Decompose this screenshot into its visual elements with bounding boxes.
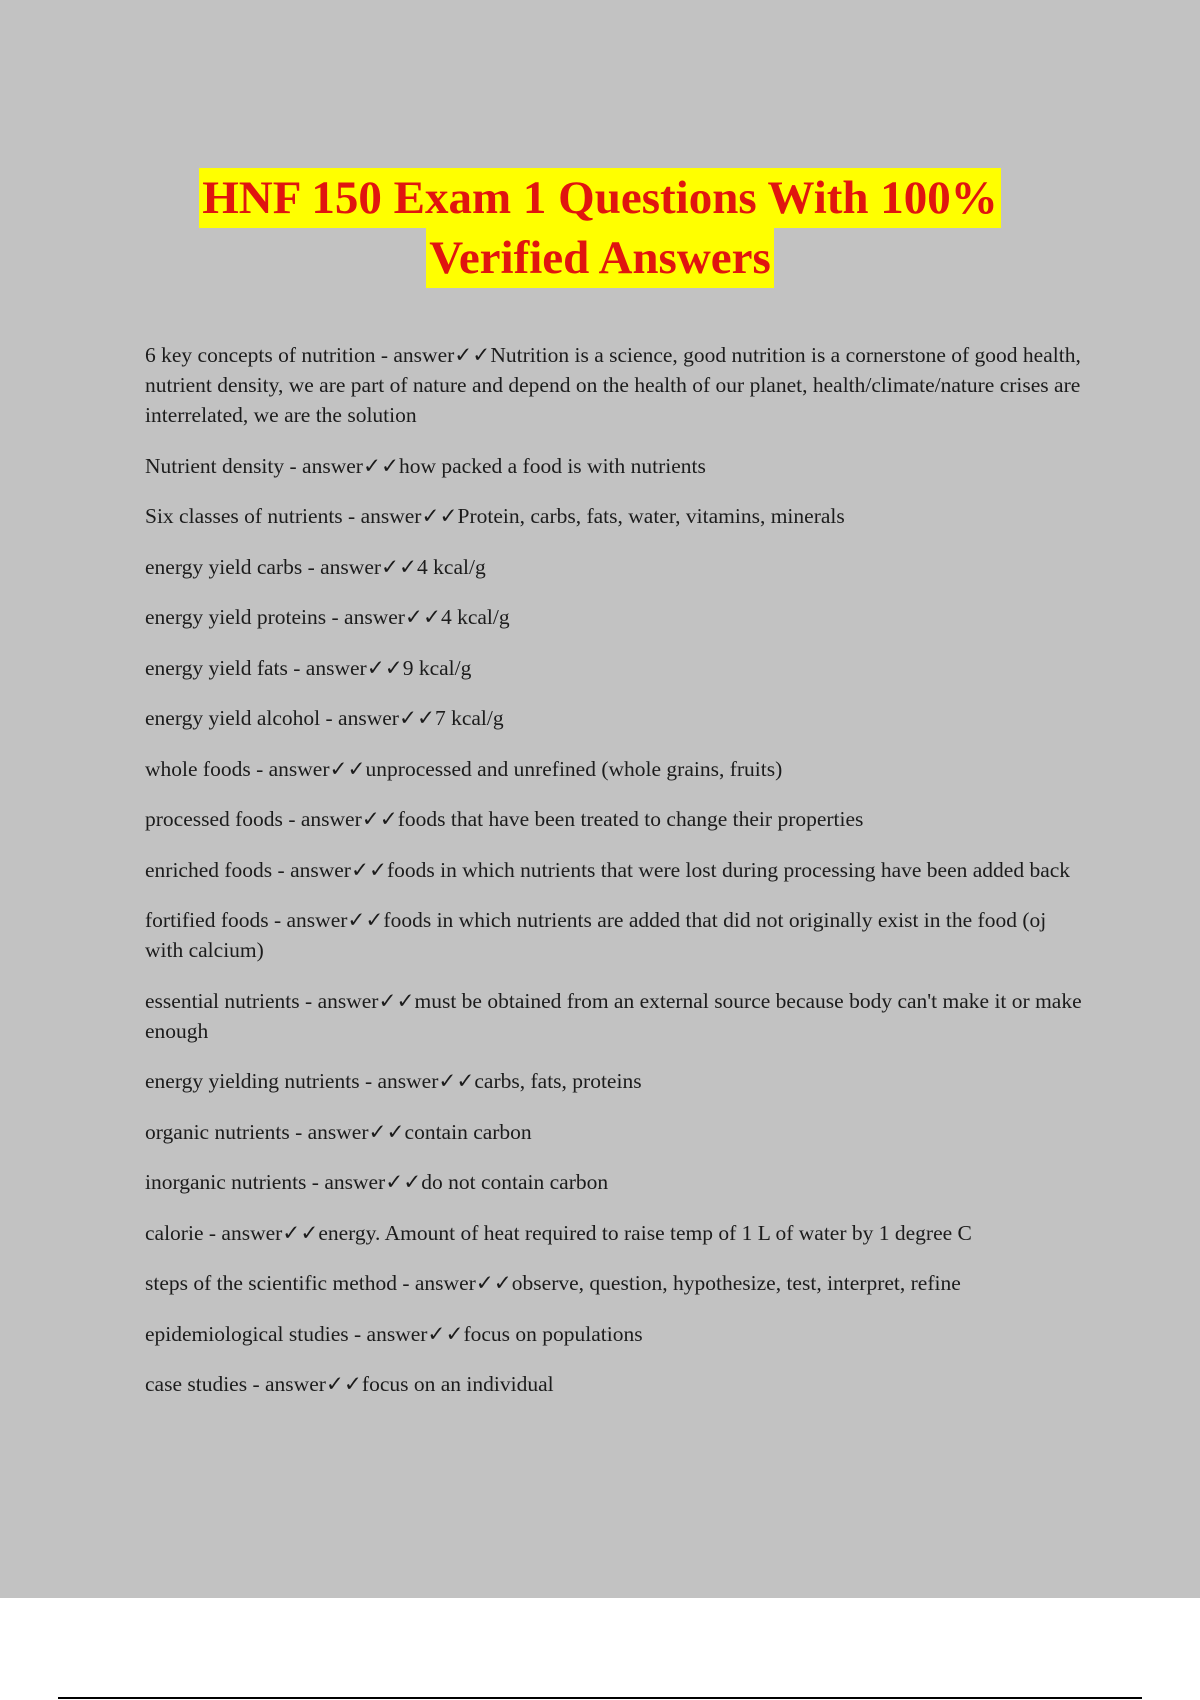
qa-item <box>145 855 1085 885</box>
qa-separator: - answer✓✓ <box>306 1170 422 1194</box>
qa-item <box>145 986 1085 1046</box>
qa-term: energy yielding nutrients <box>145 1069 360 1093</box>
qa-item <box>145 703 1085 733</box>
qa-term: enriched foods <box>145 857 273 882</box>
qa-answer: foods in which nutrients that were lost during processing have been added back <box>387 857 1071 882</box>
qa-item <box>145 552 1085 582</box>
qa-item <box>145 340 1085 430</box>
qa-term: Six classes of nutrients <box>145 504 343 528</box>
qa-item <box>145 1066 1085 1096</box>
qa-term: 6 key concepts of nutrition <box>145 343 376 367</box>
qa-separator: - answer✓✓ <box>375 343 491 367</box>
qa-answer: must be obtained from an external source because body can't make it or make enough <box>145 988 1082 1043</box>
qa-answer: foods in which nutrients are added that did not originally exist in the food (oj with calcium) <box>145 908 1047 962</box>
qa-answer: carbs, fats, proteins <box>474 1069 642 1093</box>
qa-separator: - answer✓✓ <box>284 453 399 478</box>
qa-separator: - answer✓✓ <box>342 504 458 528</box>
qa-separator: - answer✓✓ <box>203 1220 319 1245</box>
qa-item <box>145 1369 1085 1399</box>
qa-answer: contain carbon <box>404 1119 532 1144</box>
qa-separator: - answer✓✓ <box>359 1069 475 1093</box>
qa-separator: - answer✓✓ <box>272 857 387 882</box>
qa-answer: how packed a food is with nutrients <box>398 453 706 478</box>
qa-term: essential nutrients <box>145 988 300 1013</box>
qa-separator: - answer✓✓ <box>348 1321 464 1346</box>
qa-separator: - answer✓✓ <box>287 655 403 680</box>
qa-item <box>145 754 1085 784</box>
qa-item <box>145 1319 1085 1349</box>
qa-term: fortified foods <box>145 908 269 932</box>
qa-term: energy yield fats <box>145 655 288 680</box>
qa-answer: 9 kcal/g <box>402 655 472 680</box>
qa-item <box>145 653 1085 683</box>
qa-item <box>145 501 1085 531</box>
qa-item <box>145 1218 1085 1248</box>
title-line-2: Verified Answers <box>426 228 774 288</box>
qa-separator: - answer✓✓ <box>250 756 366 781</box>
qa-separator: - answer✓✓ <box>299 988 415 1013</box>
qa-answer: 4 kcal/g <box>440 605 510 629</box>
qa-item <box>145 804 1085 834</box>
footer-rule <box>58 1697 1142 1699</box>
qa-term: energy yield proteins <box>145 605 327 629</box>
qa-item <box>145 1268 1085 1298</box>
qa-item <box>145 602 1085 632</box>
title-line-1: HNF 150 Exam 1 Questions With 100% <box>199 168 1001 228</box>
qa-answer: 4 kcal/g <box>417 554 486 579</box>
qa-separator: - answer✓✓ <box>396 1271 512 1295</box>
qa-term: inorganic nutrients <box>145 1170 307 1194</box>
qa-term: energy yield carbs <box>145 554 303 579</box>
qa-term: steps of the scientific method <box>145 1271 397 1295</box>
qa-separator: - answer✓✓ <box>320 706 435 730</box>
qa-term: whole foods <box>145 756 251 781</box>
qa-item <box>145 1167 1085 1197</box>
qa-answer: focus on populations <box>463 1321 643 1346</box>
qa-answer: Nutrition is a science, good nutrition is a cornerstone of good health, nutrient density, we are part of nature and depend on the health of our planet, health/climate/nature crises are interrelated, we are the solution <box>145 343 1081 427</box>
qa-term: epidemiological studies <box>145 1321 349 1346</box>
qa-term: calorie <box>145 1220 204 1245</box>
qa-item <box>145 1117 1085 1147</box>
qa-answer: unprocessed and unrefined (whole grains, fruits) <box>365 756 783 781</box>
qa-item <box>145 905 1085 965</box>
qa-answer: 7 kcal/g <box>434 706 504 730</box>
qa-separator: - answer✓✓ <box>302 554 418 579</box>
qa-term: energy yield alcohol <box>145 706 321 730</box>
qa-item <box>145 451 1085 481</box>
qa-answer: Protein, carbs, fats, water, vitamins, minerals <box>457 504 845 528</box>
qa-term: case studies <box>145 1372 248 1396</box>
qa-answer: foods that have been treated to change their properties <box>397 807 864 831</box>
qa-separator: - answer✓✓ <box>282 807 398 831</box>
document-title <box>0 168 1200 288</box>
question-answer-list <box>145 340 1085 1420</box>
qa-separator: - answer✓✓ <box>268 908 384 932</box>
qa-separator: - answer✓✓ <box>289 1119 405 1144</box>
qa-term: organic nutrients <box>145 1119 290 1144</box>
qa-separator: - answer✓✓ <box>247 1372 362 1396</box>
qa-answer: observe, question, hypothesize, test, interpret, refine <box>511 1271 961 1295</box>
qa-answer: energy. Amount of heat required to raise temp of 1 L of water by 1 degree C <box>318 1220 972 1245</box>
qa-term: Nutrient density <box>145 453 285 478</box>
qa-answer: focus on an individual <box>361 1372 554 1396</box>
qa-term: processed foods <box>145 807 283 831</box>
qa-answer: do not contain carbon <box>421 1170 609 1194</box>
qa-separator: - answer✓✓ <box>326 605 441 629</box>
